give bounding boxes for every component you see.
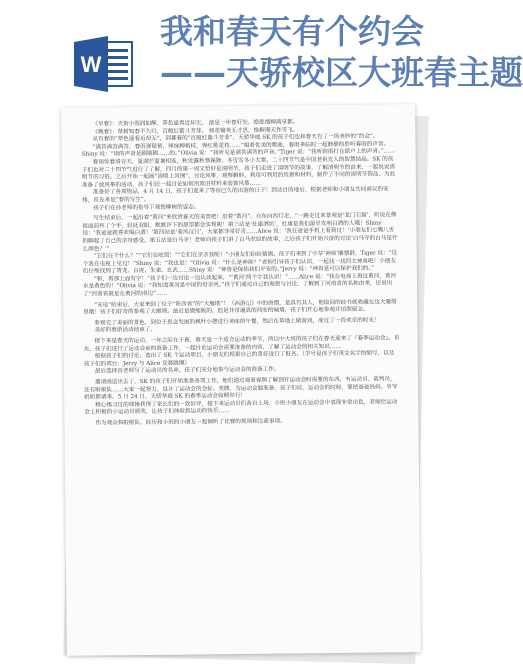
doc-paragraph: 作为观众和啦啦队，经历和小班的小朋友一起倾听了比赛的规则和注意事项。 [95, 418, 286, 427]
doc-paragraph: 《晚春》：草树知春不久归，百般红紫斗芳菲。 杨花榆荚无才思，惟解漫天作雪飞。 [92, 126, 299, 136]
doc-paragraph: 最后选择由老师写了运动员的名单，孩子们充分地参与运动会的准备工作。 [94, 367, 280, 375]
doc-paragraph: 美好的春游活动结束了。 [94, 327, 157, 334]
doc-paragraph: 根据孩子们的讨论，选出了 SK 个运动项目，小朋友们根据自己的喜好进行了报名。（学号是孩子们英文名字的缩写，以及孩子们的项目；Jerry 与 Alice 竞赛跳绳） [83, 350, 395, 368]
doc-paragraph: 精心练习过的球操获得了家长们的一致好评，接下来运动员们各自上场，小班小朋友在运动会中表现非常出色，老师给运动会上积极的小运动员颁奖，让孩子们体验到运动的快乐…… [84, 399, 398, 417]
doc-paragraph: 准备好了各项物品，4 月 14 日，孩子们迎来了等待已久的出游的日子！到达目的地后，根据老师和小朋友共同商议的安排，首先来是“春的写生”。 [82, 186, 389, 204]
doc-paragraph: “充电”结束后，大家来到了位于“陕西省”的“大雁塔”！《西游记》中的唐僧，是真有其人，他取回的经书就收藏在这大雁塔里哦！孩子们好奇的参观了大雁塔。最后是微缩版的，但是非常逼真的西安的城墙，孩子们开心地参观并拍照留念。 [83, 299, 397, 316]
document-title-line1: 我和春天有个约会 [160, 12, 424, 51]
document-body [81, 118, 400, 428]
doc-paragraph: 从有春的“草色遥看近却无”，到暮春的“百般红紫斗芳菲”，天骄华庭 SK 的孩子们也和春天有了一场美妙的“约会”。 [92, 133, 379, 143]
svg-text:W: W [80, 52, 102, 77]
document-header [0, 0, 523, 95]
doc-paragraph: 写生结束后，一起沿着“黄河”来欣赏春天的美景吧！沿着“黄河”，自东向西行走，“一路走过来景观是‘龙门石窟’，听说在佛祖面前拜了个手，轻抚双眼，默默许下的愿望都会实现呢！第三站是‘杜康酒坊’，杜康是我们最早发明白酒的人哦！Shiny 说：‘我爸爸就喜欢喝白酒！’第四站是‘秦风汉月’，大家都非常好奇……Alice 说：‘我在爸爸手机上看到过！’小朋友们七嘴八舌的聊起了自己的亲身感受。第五站是白马寺！老师向孩子们讲了白马驮经的故事，之后孩子们开始兴奋的讨论‘白马寺的白马是什么颜色？’” [82, 212, 398, 253]
doc-paragraph: 邀请函送出去了，SK 的孩子们开始准备各项工作，他们通过观看视频了解到开运动会时需要的东西，有运动员、裁判员，还有啦啦队……大家一起努力，设计了运动会的会标、奖牌，为运动会做准备，孩子们说，运动会的时候，要把爸爸妈妈、爷爷奶奶都请来。5 月 24 日，天骄华庭 SK 的春季运动会如期举行！ [84, 376, 398, 401]
doc-paragraph: 参观完了美丽的景色，到位于思念发展的枫叶小憩进行美味的午餐，然后在草地上做游戏，度过了一段欢乐的时光！ [94, 317, 380, 327]
doc-paragraph: 《早春》：天街小雨润如酥，草色遥看近却无。 最是一年春好处，绝胜烟柳满皇都。 [92, 119, 299, 128]
doc-paragraph: 春雨惊春清谷天，夏满芒夏暑相连，秋处露秋寒霜降，冬雪雪冬小大寒。二十四节气是中国老祖先人的智慧结晶。SK 的孩子们也对二十四节气进行了了解，四月的第一周又恰好是清明节，孩子们走进了清明节的故事，了解清明节的由来，一起说说清明节的习俗。之后开始一起画“清明上河图”，讨论风筝，观察蝌蚪，利用可利用的资源和材料，制作了不同的清明节饰品，为此准备了放风筝的活动，孩子们还一起讨论如何用废旧材料来装饰风筝…… [81, 156, 396, 189]
doc-paragraph: 接下来是春天的运动，一年之际在于春，春天是一个适合运动的季节，所以中大班的孩子们在春天迎来了『春季运动会』。首先，孩子们进行了运动会前的准备工作，一起讨论运动会需要准备的内容，了解了运动会的相关知识…… [83, 335, 400, 353]
document-title-line2: ——天骄校区大班春主题 [160, 53, 523, 92]
doc-paragraph: “和，看那上面有字！”孩子们一边讨论一边认读起来，“‘黄河’两个字我认识！”……Alice 说：“我在电视上看过黄河，黄河水是黄色的！”Olivia 说：“我知道黄河是中国的母亲河。”孩子们通过自己的观察与讨论，了解到了河南省的名称由来，还说出了“河南省就是在黄河的南边”…… [82, 273, 397, 298]
doc-paragraph: 孩子们在孙老师的指导下观察柳树的姿态。 [93, 203, 200, 212]
word-document-icon [72, 36, 134, 92]
document-page [61, 104, 421, 656]
doc-paragraph: “满答满答满答，春雨弹琵琶，弹绿柳梢枝，弹红桃花枝……”唱着优美的歌曲，春雨来临时一起静静的聆听春雨的声音。Shiny 说：“雨的声音是刷刷刷……的。”Olivia 说：“我听见是满答满答的声音。”Tiger 说：“我听到雨打在窗户上的声音。”…… [81, 141, 395, 159]
doc-paragraph: “它们在干什么？”“它们在吃饭！”“它们在亲亲我呢！”小朋友们纷纷猜测。孩子们来到了中华‘神兽’雕塑群，Tiger 说：“这个我在电视上见过！”Shiny 说：“我也是！”Olivia 说：“什么是神兽？”老师引导孩子们认识，一起找一找四大神兽吧！小朋友们仔细找到了青龙、白虎、朱雀、玄武……Shiny 说：“神兽是保佑我们平安的。”Jerry 说：“神兽是可以保护我们的。” [82, 250, 398, 275]
